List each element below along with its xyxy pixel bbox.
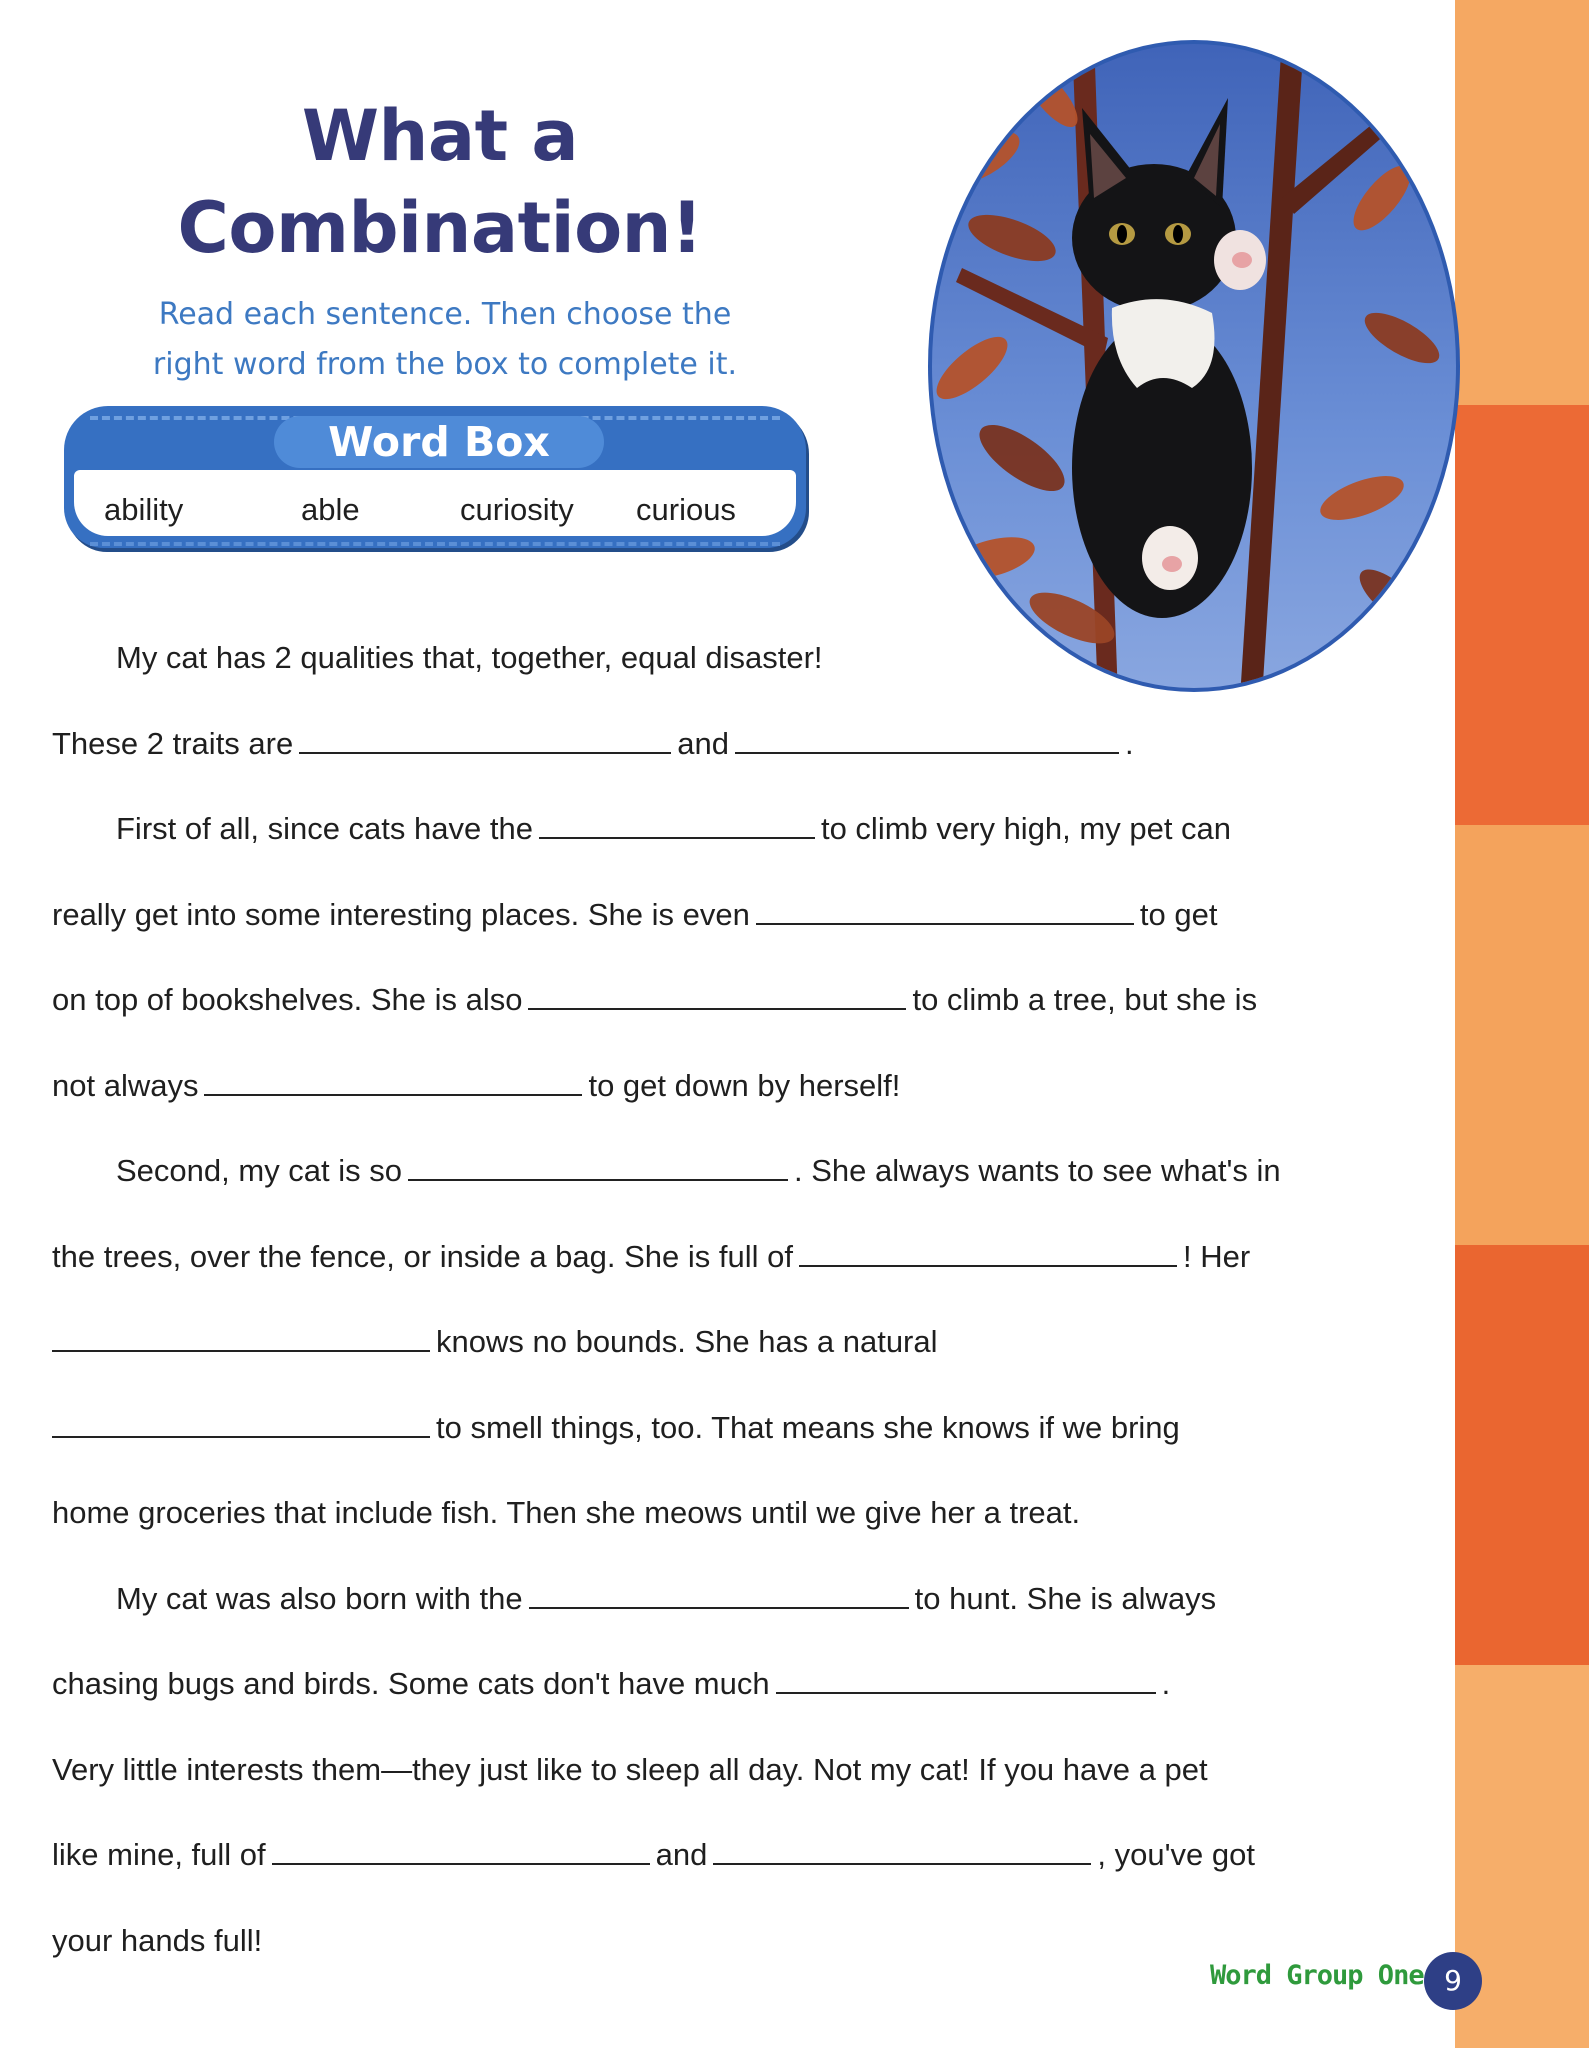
answer-blank[interactable]	[799, 1233, 1177, 1267]
passage-text: .	[1161, 1666, 1171, 1701]
passage-line	[52, 1654, 1412, 1740]
word-box-stitch-bottom	[90, 542, 780, 546]
passage-line	[52, 1911, 1412, 1997]
passage-text: home groceries that include fish. Then she meows until we give her a treat.	[52, 1495, 1081, 1530]
instructions-line-2: right word from the box to complete it.	[152, 347, 738, 382]
passage-line	[52, 628, 1412, 714]
word-box	[64, 406, 814, 552]
passage-text: to hunt. She is always	[914, 1580, 1217, 1616]
passage-text: to climb a tree, but she is	[912, 982, 1258, 1017]
page-title	[150, 90, 730, 274]
answer-blank[interactable]	[299, 720, 671, 754]
passage-line	[52, 1740, 1412, 1826]
kitten-in-tree-icon	[922, 38, 1462, 698]
instructions-line-1: Read each sentence. Then choose the	[158, 297, 732, 332]
passage-text: and	[655, 1837, 708, 1872]
passage-line	[52, 714, 1412, 800]
passage-text: ! Her	[1183, 1238, 1251, 1274]
passage-line	[52, 970, 1412, 1056]
passage-text: to climb very high, my pet can	[820, 811, 1232, 846]
passage	[52, 628, 1412, 1996]
passage-text: , you've got	[1097, 1837, 1255, 1872]
passage-text: . She always wants to see what's in	[794, 1153, 1281, 1188]
passage-line	[52, 1398, 1412, 1484]
answer-blank[interactable]	[756, 891, 1134, 925]
answer-blank[interactable]	[204, 1062, 582, 1096]
title-line-1: What a	[301, 95, 579, 177]
answer-blank[interactable]	[408, 1147, 788, 1181]
passage-text: the trees, over the fence, or inside a bag. She is full of	[52, 1238, 793, 1274]
answer-blank[interactable]	[776, 1660, 1156, 1694]
passage-text: knows no bounds. She has a natural	[436, 1324, 938, 1359]
passage-text: to get down by herself!	[588, 1067, 901, 1103]
answer-blank[interactable]	[713, 1831, 1091, 1865]
passage-line	[52, 1483, 1412, 1569]
word-curiosity: curiosity	[460, 492, 574, 527]
passage-text: My cat has 2 qualities that, together, equal disaster!	[116, 640, 823, 675]
passage-text: to smell things, too. That means she knows if we bring	[436, 1409, 1180, 1445]
passage-text: your hands full!	[52, 1922, 263, 1958]
passage-text: First of all, since cats have the	[116, 811, 533, 846]
passage-text: .	[1124, 725, 1134, 761]
word-box-heading: Word Box	[274, 416, 604, 468]
passage-line	[52, 1141, 1412, 1227]
section-label: Word Group One	[1210, 1960, 1424, 1991]
answer-blank[interactable]	[735, 720, 1119, 754]
passage-text: to get	[1139, 896, 1218, 932]
passage-text: Very little interests them—they just like to sleep all day. Not my cat! If you have a pet	[52, 1751, 1208, 1787]
answer-blank[interactable]	[528, 976, 906, 1010]
passage-text: and	[677, 725, 729, 761]
passage-line	[52, 1569, 1412, 1655]
answer-blank[interactable]	[52, 1318, 430, 1352]
passage-line	[52, 885, 1412, 971]
passage-line	[52, 1312, 1412, 1398]
passage-text: on top of bookshelves. She is also	[52, 982, 523, 1017]
passage-text: not always	[52, 1067, 199, 1103]
passage-text: My cat was also born with the	[116, 1580, 523, 1616]
word-able: able	[301, 492, 360, 527]
answer-blank[interactable]	[539, 805, 815, 839]
passage-text: like mine, full of	[52, 1837, 266, 1872]
instructions	[115, 290, 775, 390]
decorative-stripe	[1455, 0, 1589, 2048]
answer-blank[interactable]	[529, 1575, 909, 1609]
passage-line	[52, 799, 1412, 885]
page-number: 9	[1424, 1952, 1482, 2010]
word-ability: ability	[104, 492, 184, 527]
passage-line	[52, 1825, 1412, 1911]
passage-text: chasing bugs and birds. Some cats don't have much	[52, 1666, 770, 1701]
passage-text: Second, my cat is so	[116, 1153, 403, 1188]
passage-text: really get into some interesting places. She is even	[52, 896, 750, 932]
passage-line	[52, 1056, 1412, 1142]
answer-blank[interactable]	[52, 1404, 430, 1438]
word-curious: curious	[636, 492, 736, 527]
passage-line	[52, 1227, 1412, 1313]
passage-text: These 2 traits are	[52, 725, 294, 761]
answer-blank[interactable]	[272, 1831, 650, 1865]
title-line-2: Combination!	[177, 187, 703, 269]
